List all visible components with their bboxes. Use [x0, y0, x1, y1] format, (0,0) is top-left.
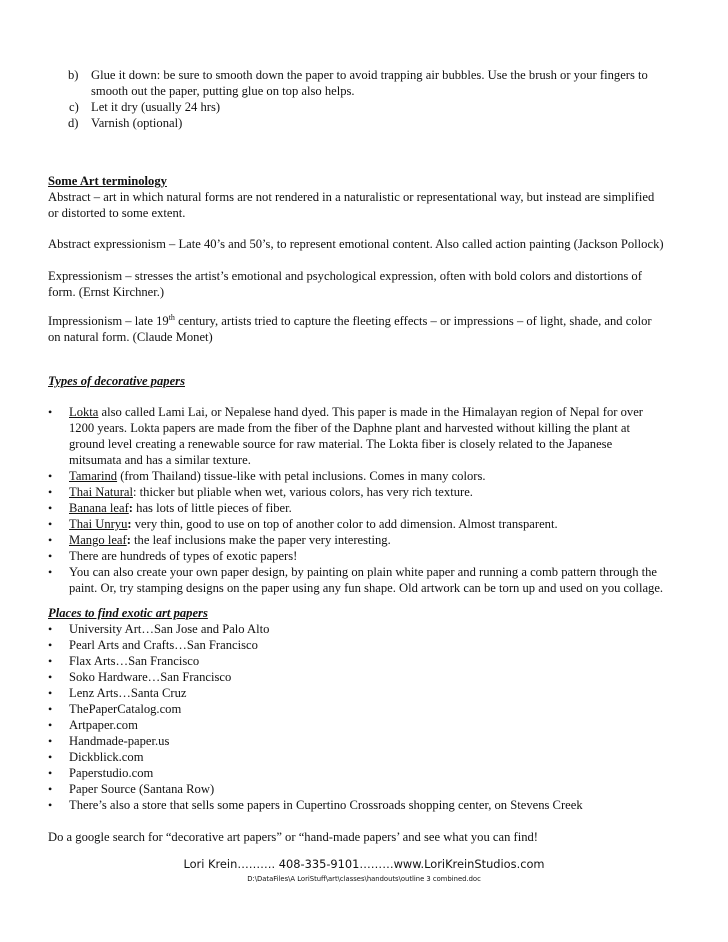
step-text: Glue it down: be sure to smooth down the paper to avoid trapping air bubbles. Use the brush or your fingers to [91, 68, 648, 82]
step-label: c) [69, 100, 79, 114]
list-item-lokta-cont: mitsumata and has a similar texture. [69, 453, 251, 467]
list-item-place: There’s also a store that sells some papers in Cupertino Crossroads shopping center, on Stevens Creek [69, 798, 583, 812]
list-item-place: Flax Arts…San Francisco [69, 654, 200, 668]
bullet-icon: • [48, 405, 53, 419]
list-item-place: Handmade-paper.us [69, 734, 170, 748]
list-item-place: ThePaperCatalog.com [69, 702, 182, 716]
bullet-icon: • [48, 638, 53, 652]
term-expressionism-cont: form. (Ernst Kirchner.) [48, 285, 165, 299]
bullet-icon: • [48, 798, 53, 812]
list-item-place: Lenz Arts…Santa Cruz [69, 686, 187, 700]
list-item-place: Soko Hardware…San Francisco [69, 670, 232, 684]
step-text: smooth out the paper, putting glue on top also helps. [91, 84, 355, 98]
list-item-thai-natural: Thai Natural: thicker but pliable when wet, various colors, has very rich texture. [69, 485, 473, 499]
term-expressionism: Expressionism – stresses the artist’s emotional and psychological expression, often with bold colors and distortions of [48, 269, 642, 283]
bullet-icon: • [48, 549, 53, 563]
bullet-icon: • [48, 766, 53, 780]
bullet-icon: • [48, 533, 53, 547]
closing-note: Do a google search for “decorative art papers” or “hand-made papers’ and see what you can find! [48, 830, 538, 844]
list-item-lokta-cont: 1200 years. Lokta papers are made from the fiber of the Daphne plant and harvested without killing the plant at [69, 421, 630, 435]
bullet-icon: • [48, 782, 53, 796]
bullet-icon: • [48, 686, 53, 700]
bullet-icon: • [48, 469, 53, 483]
footer-file-path: D:\DataFiles\A LoriStuff\art\classes\handouts\outline 3 combined.doc [247, 875, 481, 883]
list-item-lokta: Lokta also called Lami Lai, or Nepalese hand dyed. This paper is made in the Himalayan region of Nepal for over [69, 405, 643, 419]
list-item-tamarind: Tamarind (from Thailand) tissue-like with petal inclusions. Comes in many colors. [69, 469, 486, 483]
term-abstract: Abstract – art in which natural forms are not rendered in a naturalistic or representational way, but instead are simplified [48, 190, 655, 204]
term-impressionism: Impressionism – late 19th century, artists tried to capture the fleeting effects – or impressions – of light, shade, and color [48, 312, 652, 328]
list-item-lokta-cont: ground level creating a renewable source for raw material. The Lokta fiber is closely related to the Japanese [69, 437, 613, 451]
step-text: Varnish (optional) [91, 116, 183, 130]
bullet-icon: • [48, 501, 53, 515]
term-abstract-expressionism: Abstract expressionism – Late 40’s and 50’s, to represent emotional content. Also called action painting (Jackson Pollock) [48, 237, 664, 251]
list-item-place: Dickblick.com [69, 750, 144, 764]
section-heading: Types of decorative papers [48, 374, 185, 388]
list-item-banana-leaf: Banana leaf: has lots of little pieces of fiber. [69, 501, 292, 515]
list-item-place: Pearl Arts and Crafts…San Francisco [69, 638, 258, 652]
term-abstract-cont: or distorted to some extent. [48, 206, 186, 220]
list-item-mango-leaf: Mango leaf: the leaf inclusions make the paper very interesting. [69, 533, 391, 547]
bullet-icon: • [48, 485, 53, 499]
term-impressionism-cont: on natural form. (Claude Monet) [48, 330, 213, 344]
list-item-place: Paperstudio.com [69, 766, 154, 780]
step-label: b) [68, 68, 79, 82]
footer-contact: Lori Krein………. 408-335-9101………www.LoriKreinStudios.com [183, 857, 545, 871]
bullet-icon: • [48, 670, 53, 684]
bullet-icon: • [48, 654, 53, 668]
list-item-place: Paper Source (Santana Row) [69, 782, 215, 796]
bullet-icon: • [48, 702, 53, 716]
bullet-icon: • [48, 622, 53, 636]
section-heading: Places to find exotic art papers [48, 606, 208, 620]
bullet-icon: • [48, 750, 53, 764]
list-item-create: You can also create your own paper design, by painting on plain white paper and running a comb pattern through the [69, 565, 658, 579]
step-text: Let it dry (usually 24 hrs) [91, 100, 221, 114]
list-item-thai-unryu: Thai Unryu: very thin, good to use on top of another color to add dimension. Almost transparent. [69, 517, 558, 531]
section-heading: Some Art terminology [48, 174, 167, 188]
bullet-icon: • [48, 517, 53, 531]
list-item-place: University Art…San Jose and Palo Alto [69, 622, 270, 636]
list-item-place: Artpaper.com [69, 718, 138, 732]
bullet-icon: • [48, 565, 53, 579]
bullet-icon: • [48, 734, 53, 748]
step-label: d) [68, 116, 79, 130]
bullet-icon: • [48, 718, 53, 732]
list-item-hundreds: There are hundreds of types of exotic papers! [69, 549, 298, 563]
list-item-create-cont: paint. Or, try stamping designs on the paper using any fun shape. Old artwork can be torn up and used on you collage. [69, 581, 664, 595]
